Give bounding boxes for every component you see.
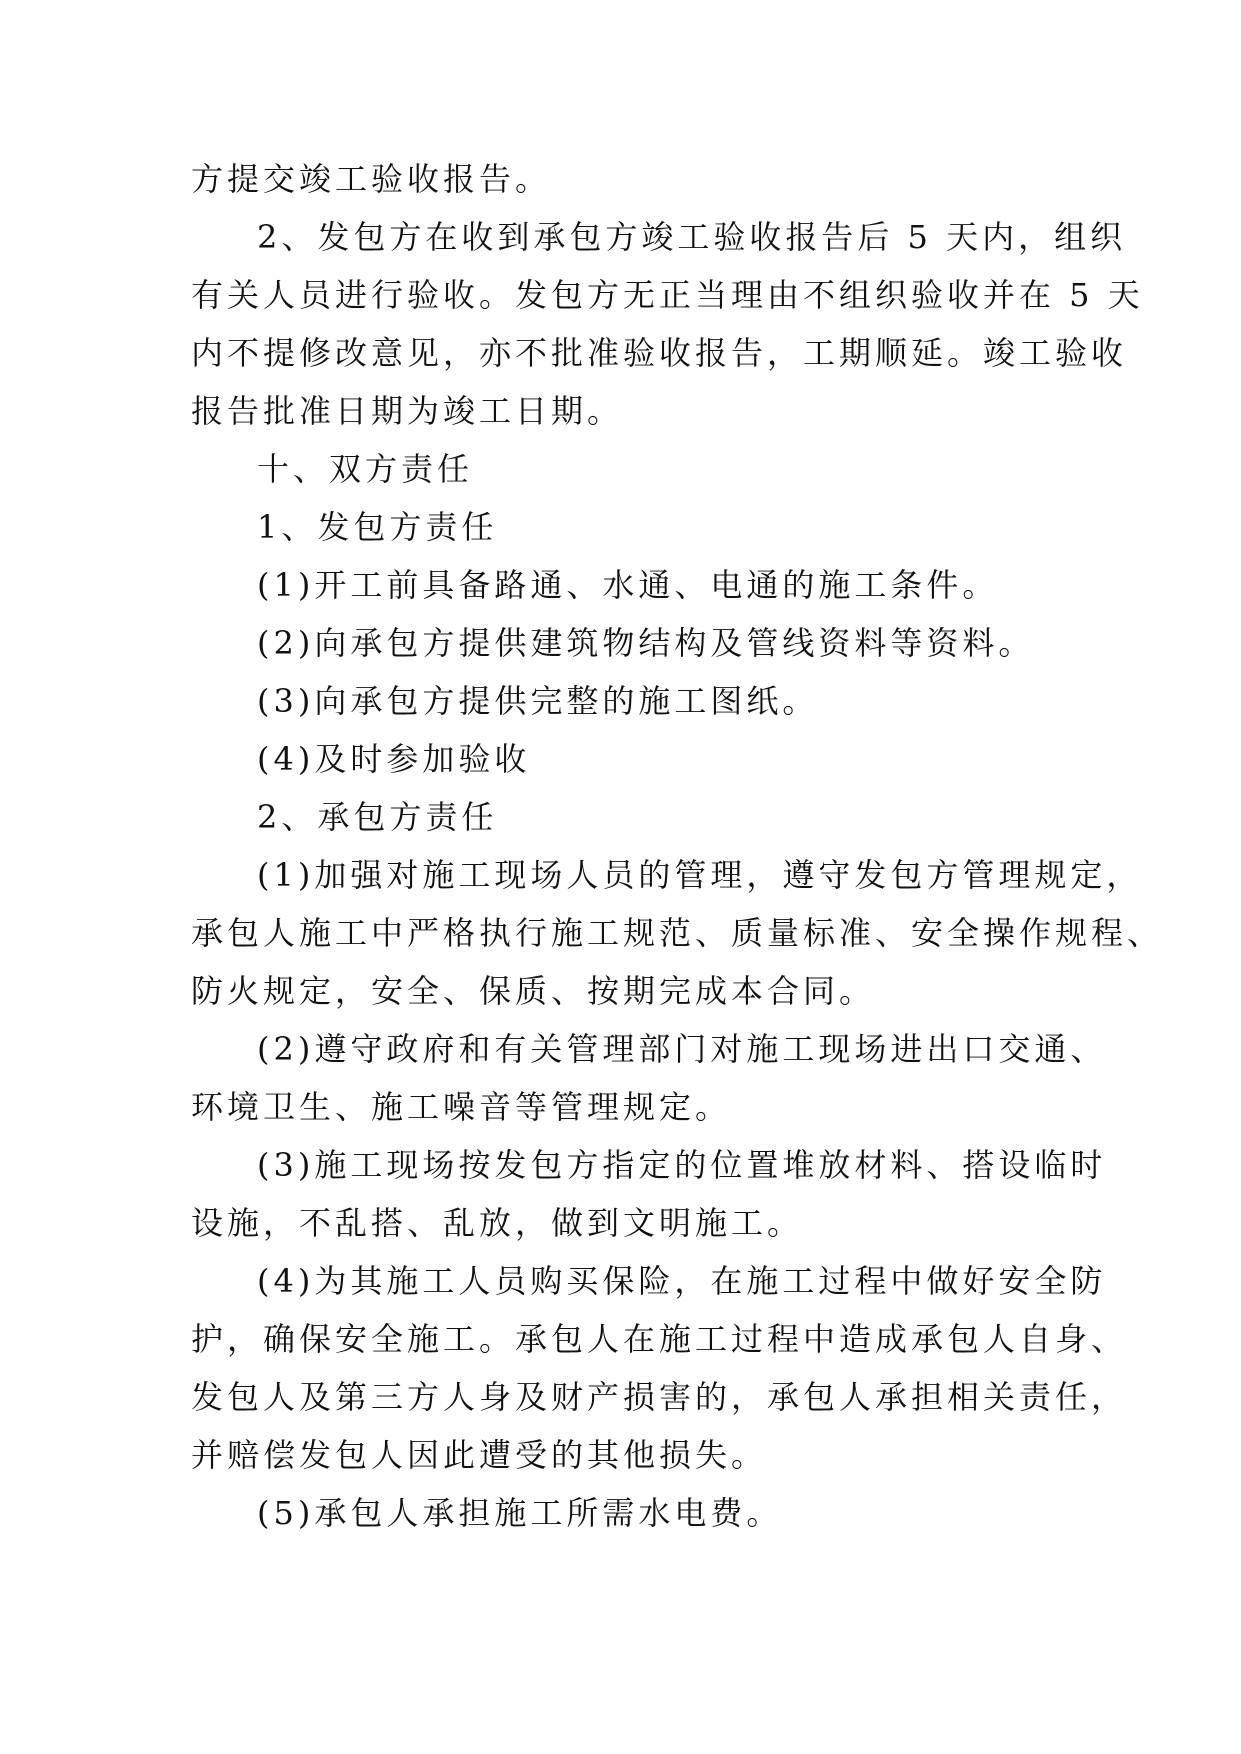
contractor-item-2 bbox=[191, 1020, 1107, 1136]
text-line: 报告批准日期为竣工日期。 bbox=[191, 392, 624, 430]
text-line: (2)遵守政府和有关管理部门对施工现场进出口交通、 bbox=[257, 1030, 1107, 1068]
contractor-item-3 bbox=[191, 1136, 1107, 1252]
text-line: (2)向承包方提供建筑物结构及管线资料等资料。 bbox=[257, 624, 1035, 662]
text-line: 有关人员进行验收。发包方无正当理由不组织验收并在 5 天 bbox=[191, 276, 1144, 314]
text-line: 承包人施工中严格执行施工规范、质量标准、安全操作规程、 bbox=[191, 914, 1164, 952]
text-line: (1)开工前具备路通、水通、电通的施工条件。 bbox=[257, 566, 999, 604]
employer-item-1 bbox=[191, 556, 1061, 614]
text-line: 2、承包方责任 bbox=[257, 798, 498, 836]
document-body bbox=[191, 150, 1164, 1542]
text-line: (3)向承包方提供完整的施工图纸。 bbox=[257, 682, 819, 720]
subheading-employer-responsibility bbox=[191, 498, 1061, 556]
text-line: 1、发包方责任 bbox=[257, 508, 498, 546]
contractor-item-1 bbox=[191, 846, 1164, 1020]
text-line: 并赔偿发包人因此遭受的其他损失。 bbox=[191, 1436, 768, 1474]
section-heading-mutual-responsibility bbox=[191, 440, 1061, 498]
text-line: 护，确保安全施工。承包人在施工过程中造成承包人自身、 bbox=[191, 1320, 1128, 1358]
employer-item-4 bbox=[191, 730, 1061, 788]
text-line: (5)承包人承担施工所需水电费。 bbox=[257, 1494, 783, 1532]
text-line: (1)加强对施工现场人员的管理，遵守发包方管理规定， bbox=[257, 856, 1143, 894]
contractor-item-5 bbox=[191, 1484, 1061, 1542]
text-line: 十、双方责任 bbox=[257, 450, 474, 488]
subheading-contractor-responsibility bbox=[191, 788, 1061, 846]
text-line: 环境卫生、施工噪音等管理规定。 bbox=[191, 1088, 732, 1126]
employer-item-3 bbox=[191, 672, 1061, 730]
text-line: 设施，不乱搭、乱放，做到文明施工。 bbox=[191, 1204, 804, 1242]
text-line: 内不提修改意见，亦不批准验收报告，工期顺延。竣工验收 bbox=[191, 334, 1128, 372]
text-line: 防火规定，安全、保质、按期完成本合同。 bbox=[191, 972, 876, 1010]
text-line: 方提交竣工验收报告。 bbox=[191, 160, 552, 198]
text-line: (4)为其施工人员购买保险，在施工过程中做好安全防 bbox=[257, 1262, 1107, 1300]
text-line: (4)及时参加验收 bbox=[257, 740, 531, 778]
paragraph-1 bbox=[191, 150, 1061, 208]
contractor-item-4 bbox=[191, 1252, 1128, 1484]
text-line: 发包人及第三方人身及财产损害的，承包人承担相关责任， bbox=[191, 1378, 1128, 1416]
paragraph-2 bbox=[191, 208, 1144, 440]
text-line: 2、发包方在收到承包方竣工验收报告后 5 天内，组织 bbox=[257, 218, 1127, 256]
employer-item-2 bbox=[191, 614, 1061, 672]
text-line: (3)施工现场按发包方指定的位置堆放材料、搭设临时 bbox=[257, 1146, 1107, 1184]
